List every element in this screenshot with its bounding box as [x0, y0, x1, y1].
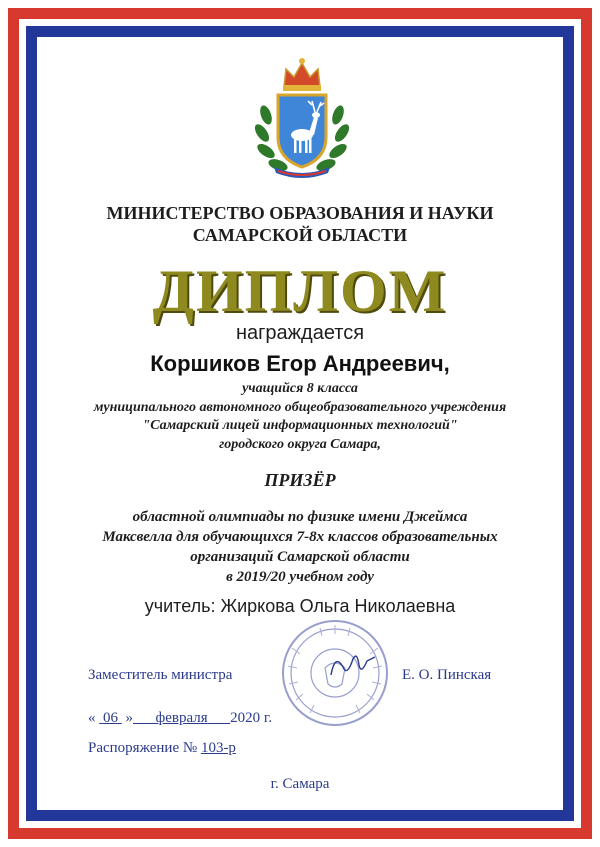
date-month: февраля: [155, 710, 208, 726]
olympiad-line: организаций Самарской области: [190, 549, 410, 565]
signatory-name: Е. О. Пинская: [402, 667, 492, 683]
date-year: 2020 г.: [230, 710, 273, 726]
olympiad-line: в 2019/20 учебном году: [226, 569, 374, 585]
date-day: 06: [103, 710, 118, 726]
order-reference: [88, 740, 236, 757]
issue-date: [88, 710, 272, 727]
order-label: Распоряжение №: [88, 740, 198, 756]
award-title: ПРИЗЁР: [264, 470, 336, 490]
ministry-heading: [0, 202, 600, 246]
olympiad-description: [0, 507, 600, 587]
awarded-text: награждается: [235, 322, 365, 344]
olympiad-line: Максвелла для обучающихся 7-8х классов образовательных: [102, 529, 498, 545]
date-close-quote: »: [125, 710, 133, 726]
handwritten-signature-icon: [325, 645, 380, 685]
description-line: городского округа Самара,: [219, 436, 381, 452]
ministry-line-2: САМАРСКОЙ ОБЛАСТИ: [192, 225, 408, 245]
order-number: 103-р: [200, 740, 236, 756]
diploma-title: ДИПЛОМ: [152, 258, 448, 324]
recipient-description: [0, 380, 600, 454]
date-open-quote: «: [88, 710, 96, 726]
description-line: учащийся 8 класса: [242, 381, 358, 396]
ministry-line-1: МИНИСТЕРСТВО ОБРАЗОВАНИЯ И НАУКИ: [106, 203, 494, 223]
olympiad-line: областной олимпиады по физике имени Джеймса: [132, 509, 468, 525]
signatory-position: Заместитель министра: [88, 667, 233, 683]
teacher-line: учитель: Жиркова Ольга Николаевна: [144, 596, 456, 616]
city: г. Самара: [270, 776, 330, 792]
samara-coat-of-arms-icon: [252, 55, 352, 180]
description-line: "Самарский лицей информационных технологий": [142, 418, 458, 433]
description-line: муниципального автономного общеобразовательного учреждения: [93, 399, 507, 415]
recipient-name: Коршиков Егор Андреевич,: [150, 351, 450, 376]
